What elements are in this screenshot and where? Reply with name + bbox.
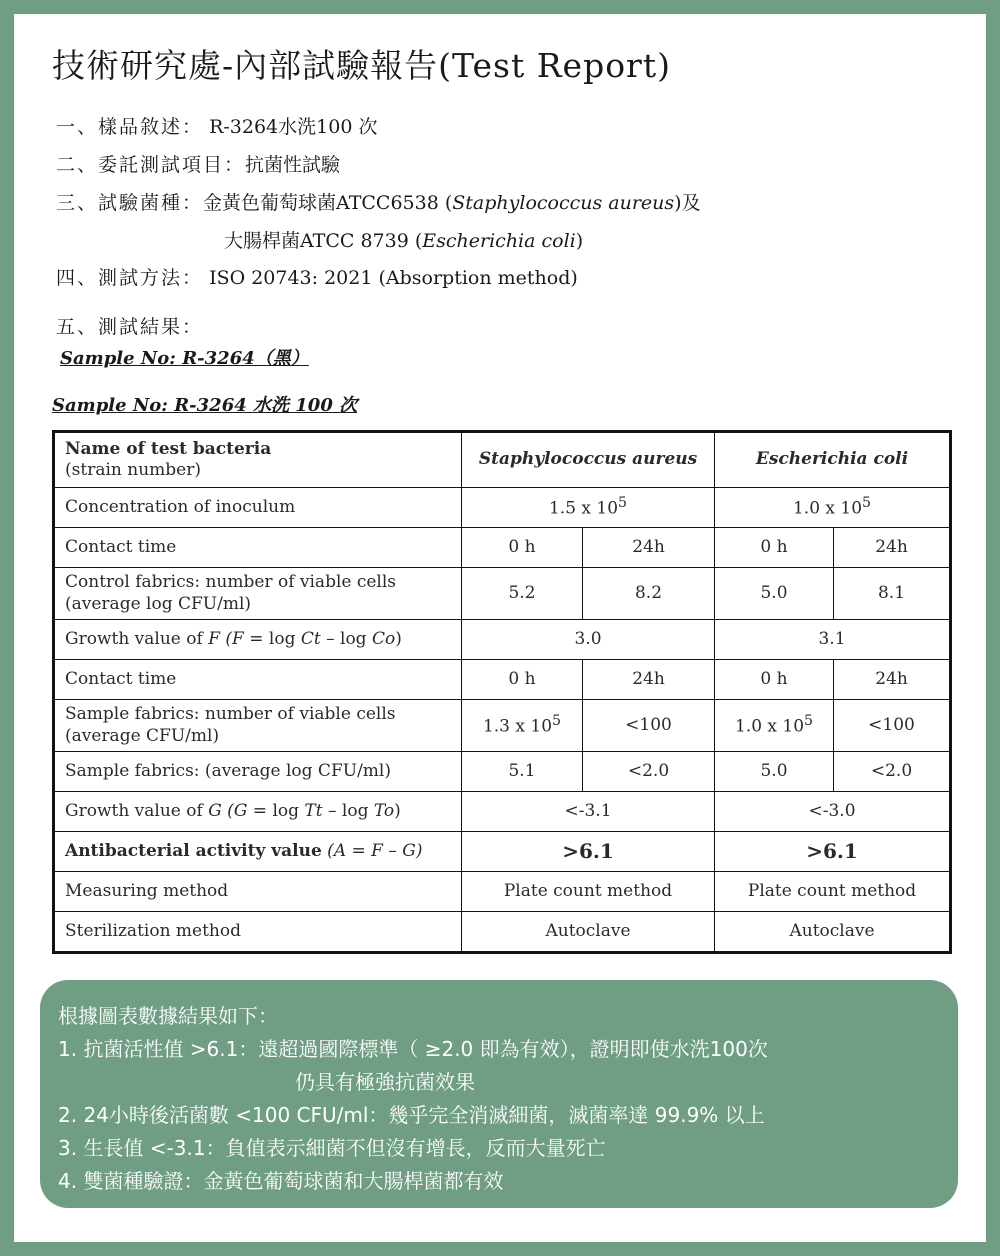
info-label: 三、試驗菌種： xyxy=(56,192,204,214)
table-cell: Plate count method xyxy=(462,872,715,912)
table-cell xyxy=(715,488,951,528)
info-value: )及 xyxy=(674,192,701,214)
summary-point-1: 1. 抗菌活性值 >6.1：遠超過國際標準（ ≥2.0 即為有效），證明即使水洗100次 xyxy=(58,1037,768,1061)
row-label xyxy=(54,700,462,752)
label-part: Antibacterial activity value xyxy=(65,840,322,861)
summary-point-4: 4. 雙菌種驗證：金黃色葡萄球菌和大腸桿菌都有效 xyxy=(58,1169,504,1193)
table-row xyxy=(54,488,951,528)
sample-no-2: Sample No: R-3264 水洗 100 次 xyxy=(52,395,358,416)
label-part: Ct xyxy=(300,628,321,649)
info-value: 抗菌性試驗 xyxy=(245,154,341,176)
table-cell: <100 xyxy=(583,700,715,752)
row-label-line: Control fabrics: number of viable cells xyxy=(65,572,397,593)
label-part: – log xyxy=(320,628,372,649)
table-row xyxy=(54,752,951,792)
table-row xyxy=(54,700,951,752)
table-row xyxy=(54,792,951,832)
label-part: Tt xyxy=(304,800,323,821)
table-cell: 0 h xyxy=(715,528,834,568)
table-cell: >6.1 xyxy=(462,832,715,872)
info-test-item xyxy=(56,150,340,177)
table-cell: 5.1 xyxy=(462,752,583,792)
row-label xyxy=(54,620,462,660)
table-cell: 8.2 xyxy=(583,568,715,620)
table-cell: 5.0 xyxy=(715,752,834,792)
table-cell: <2.0 xyxy=(583,752,715,792)
info-value: ) xyxy=(575,230,584,252)
label-part: ) xyxy=(394,800,401,821)
info-label: 五、測試結果： xyxy=(56,316,204,338)
header-ecoli: Escherichia coli xyxy=(715,432,951,488)
table-cell: <100 xyxy=(834,700,951,752)
row-label xyxy=(54,568,462,620)
table-cell: Autoclave xyxy=(462,912,715,953)
table-cell xyxy=(462,488,715,528)
row-label: Contact time xyxy=(54,528,462,568)
row-label-line: Sample fabrics: number of viable cells xyxy=(65,704,396,725)
cell-value: 1.3 x 10 xyxy=(482,716,553,737)
label-part: = log xyxy=(247,800,305,821)
info-test-strains-2 xyxy=(224,226,583,253)
row-label xyxy=(54,832,462,872)
table-row xyxy=(54,660,951,700)
row-label: Measuring method xyxy=(54,872,462,912)
row-label: Concentration of inoculum xyxy=(54,488,462,528)
row-label: Sterilization method xyxy=(54,912,462,953)
info-italic: Staphylococcus aureus xyxy=(452,192,675,214)
cell-value: 1.0 x 10 xyxy=(792,498,863,519)
table-cell: 3.1 xyxy=(715,620,951,660)
label-part: ) xyxy=(395,628,402,649)
cell-exponent: 5 xyxy=(804,713,814,730)
info-test-results xyxy=(56,312,203,339)
info-label: 一、樣品敘述： xyxy=(56,116,204,138)
summary-point-1-cont: 仍具有極強抗菌效果 xyxy=(295,1070,475,1094)
row-label-line: (average CFU/ml) xyxy=(65,725,220,746)
header-cell xyxy=(54,432,462,488)
header-name: Name of test bacteria xyxy=(65,438,272,459)
label-part: Growth value of xyxy=(65,628,209,649)
table-cell: >6.1 xyxy=(715,832,951,872)
cell-value: 1.5 x 10 xyxy=(548,498,619,519)
table-cell: 24h xyxy=(583,528,715,568)
label-part: – log xyxy=(322,800,374,821)
row-label xyxy=(54,792,462,832)
info-label: 四、測試方法： xyxy=(56,267,204,289)
info-value: 大腸桿菌ATCC 8739 ( xyxy=(224,230,423,252)
table-cell: 24h xyxy=(583,660,715,700)
table-cell: 0 h xyxy=(462,528,583,568)
cell-exponent: 5 xyxy=(552,713,562,730)
label-part: Co xyxy=(371,628,396,649)
results-table xyxy=(52,430,952,954)
info-test-strains xyxy=(56,188,701,215)
info-sample-description xyxy=(56,112,377,139)
summary-point-3: 3. 生長值 <-3.1：負值表示細菌不但沒有增長，反而大量死亡 xyxy=(58,1136,606,1160)
table-cell: 5.2 xyxy=(462,568,583,620)
table-cell: 0 h xyxy=(462,660,583,700)
label-part: To xyxy=(373,800,395,821)
label-part: (A = F – G) xyxy=(321,840,423,861)
table-cell: 5.0 xyxy=(715,568,834,620)
sample-no-1: Sample No: R-3264（黑） xyxy=(60,348,309,369)
table-cell: <-3.1 xyxy=(462,792,715,832)
info-test-method xyxy=(56,263,578,290)
table-cell: 8.1 xyxy=(834,568,951,620)
info-label: 二、委託測試項目： xyxy=(56,154,246,176)
header-strain: (strain number) xyxy=(65,460,201,480)
info-italic: Escherichia coli xyxy=(422,230,576,252)
cell-exponent: 5 xyxy=(862,495,872,512)
label-part: = log xyxy=(243,628,301,649)
table-cell: 3.0 xyxy=(462,620,715,660)
info-value: 金黃色葡萄球菌ATCC6538 ( xyxy=(203,192,453,214)
table-row xyxy=(54,912,951,953)
info-value: ISO 20743: 2021 (Absorption method) xyxy=(209,267,578,289)
header-staph: Staphylococcus aureus xyxy=(462,432,715,488)
summary-point-2: 2. 24小時後活菌數 <100 CFU/ml：幾乎完全消滅細菌，滅菌率達 99.9% 以上 xyxy=(58,1103,765,1127)
table-cell: 24h xyxy=(834,528,951,568)
cell-exponent: 5 xyxy=(618,495,628,512)
table-cell xyxy=(462,700,583,752)
label-part: G (G xyxy=(208,800,248,821)
table-cell: <2.0 xyxy=(834,752,951,792)
table-cell: <-3.0 xyxy=(715,792,951,832)
table-row xyxy=(54,528,951,568)
table-cell: Plate count method xyxy=(715,872,951,912)
table-cell: 24h xyxy=(834,660,951,700)
row-label: Contact time xyxy=(54,660,462,700)
table-cell xyxy=(715,700,834,752)
table-row xyxy=(54,432,951,488)
table-row xyxy=(54,832,951,872)
row-label: Sample fabrics: (average log CFU/ml) xyxy=(54,752,462,792)
info-value: R-3264水洗100 次 xyxy=(209,116,378,138)
label-part: Growth value of xyxy=(65,800,209,821)
label-part: F (F xyxy=(208,628,244,649)
summary-intro: 根據圖表數據結果如下： xyxy=(58,1004,278,1028)
cell-value: 1.0 x 10 xyxy=(734,716,805,737)
table-row xyxy=(54,568,951,620)
summary-box xyxy=(40,980,958,1208)
table-cell: 0 h xyxy=(715,660,834,700)
row-label-line: (average log CFU/ml) xyxy=(65,593,252,614)
table-row xyxy=(54,872,951,912)
report-title: 技術研究處-內部試驗報告(Test Report) xyxy=(52,46,671,85)
table-cell: Autoclave xyxy=(715,912,951,953)
table-row xyxy=(54,620,951,660)
